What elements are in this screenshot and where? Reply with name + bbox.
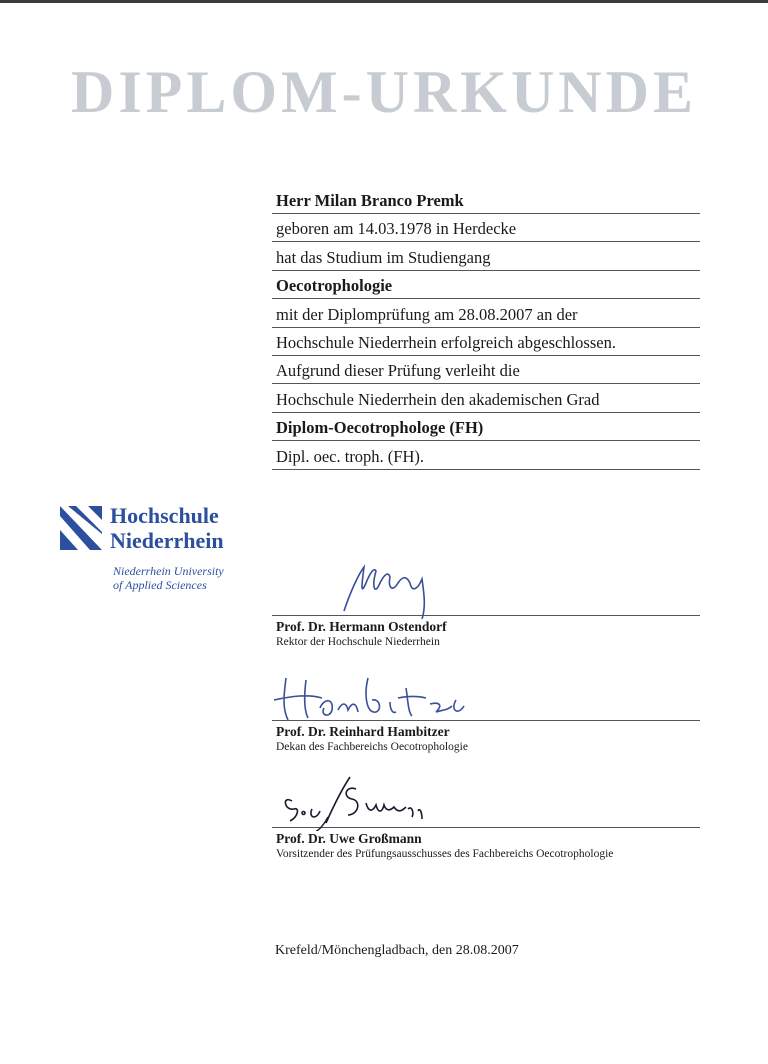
- study-line: hat das Studium im Studiengang: [272, 245, 700, 271]
- certificate-text: [272, 188, 700, 472]
- degree-title: Diplom-Oecotrophologe (FH): [272, 415, 700, 441]
- birth-line: geboren am 14.03.1978 in Herdecke: [272, 216, 700, 242]
- signature-hambitzer: [272, 658, 492, 724]
- signature-line: [272, 765, 700, 828]
- study-program: Oecotrophologie: [272, 273, 700, 299]
- recipient-name: Herr Milan Branco Premk: [272, 188, 700, 214]
- degree-intro-line: Hochschule Niederrhein den akademischen Grad: [272, 387, 700, 413]
- university-name-line2: Niederrhein: [110, 528, 224, 553]
- exam-line: mit der Diplomprüfung am 28.08.2007 an der: [272, 302, 700, 328]
- document-title: DIPLOM-URKUNDE: [71, 59, 697, 125]
- award-line: Aufgrund dieser Prüfung verleiht die: [272, 358, 700, 384]
- signature-block-chair: [272, 765, 700, 860]
- place-and-date: Krefeld/Mönchengladbach, den 28.08.2007: [275, 943, 519, 958]
- signature-line: [272, 553, 700, 616]
- signature-line: [272, 658, 700, 721]
- university-subtitle-line1: Niederrhein University: [113, 564, 224, 578]
- signature-ostendorf: [272, 553, 472, 619]
- signatory-role: Rektor der Hochschule Niederrhein: [276, 636, 440, 648]
- university-subtitle-line2: of Applied Sciences: [113, 578, 207, 592]
- university-name: [110, 503, 224, 553]
- signatory-name: Prof. Dr. Uwe Großmann: [276, 831, 422, 846]
- university-logo: [60, 503, 260, 603]
- signatory-name: Prof. Dr. Reinhard Hambitzer: [276, 724, 450, 739]
- top-border-rule: [0, 0, 768, 3]
- university-logo-mark-icon: [60, 506, 102, 550]
- completion-line: Hochschule Niederrhein erfolgreich abgeschlossen.: [272, 330, 700, 356]
- signature-block-dean: [272, 658, 700, 753]
- signature-grossmann: [272, 765, 492, 831]
- signature-block-rector: [272, 553, 700, 648]
- signatory-role: Vorsitzender des Prüfungsausschusses des Fachbereichs Oecotrophologie: [276, 848, 614, 860]
- signatory-role: Dekan des Fachbereichs Oecotrophologie: [276, 741, 468, 753]
- signatory-name: Prof. Dr. Hermann Ostendorf: [276, 619, 447, 634]
- university-subtitle: [113, 564, 224, 592]
- university-name-line1: Hochschule: [110, 503, 219, 528]
- degree-abbreviation: Dipl. oec. troph. (FH).: [272, 444, 700, 470]
